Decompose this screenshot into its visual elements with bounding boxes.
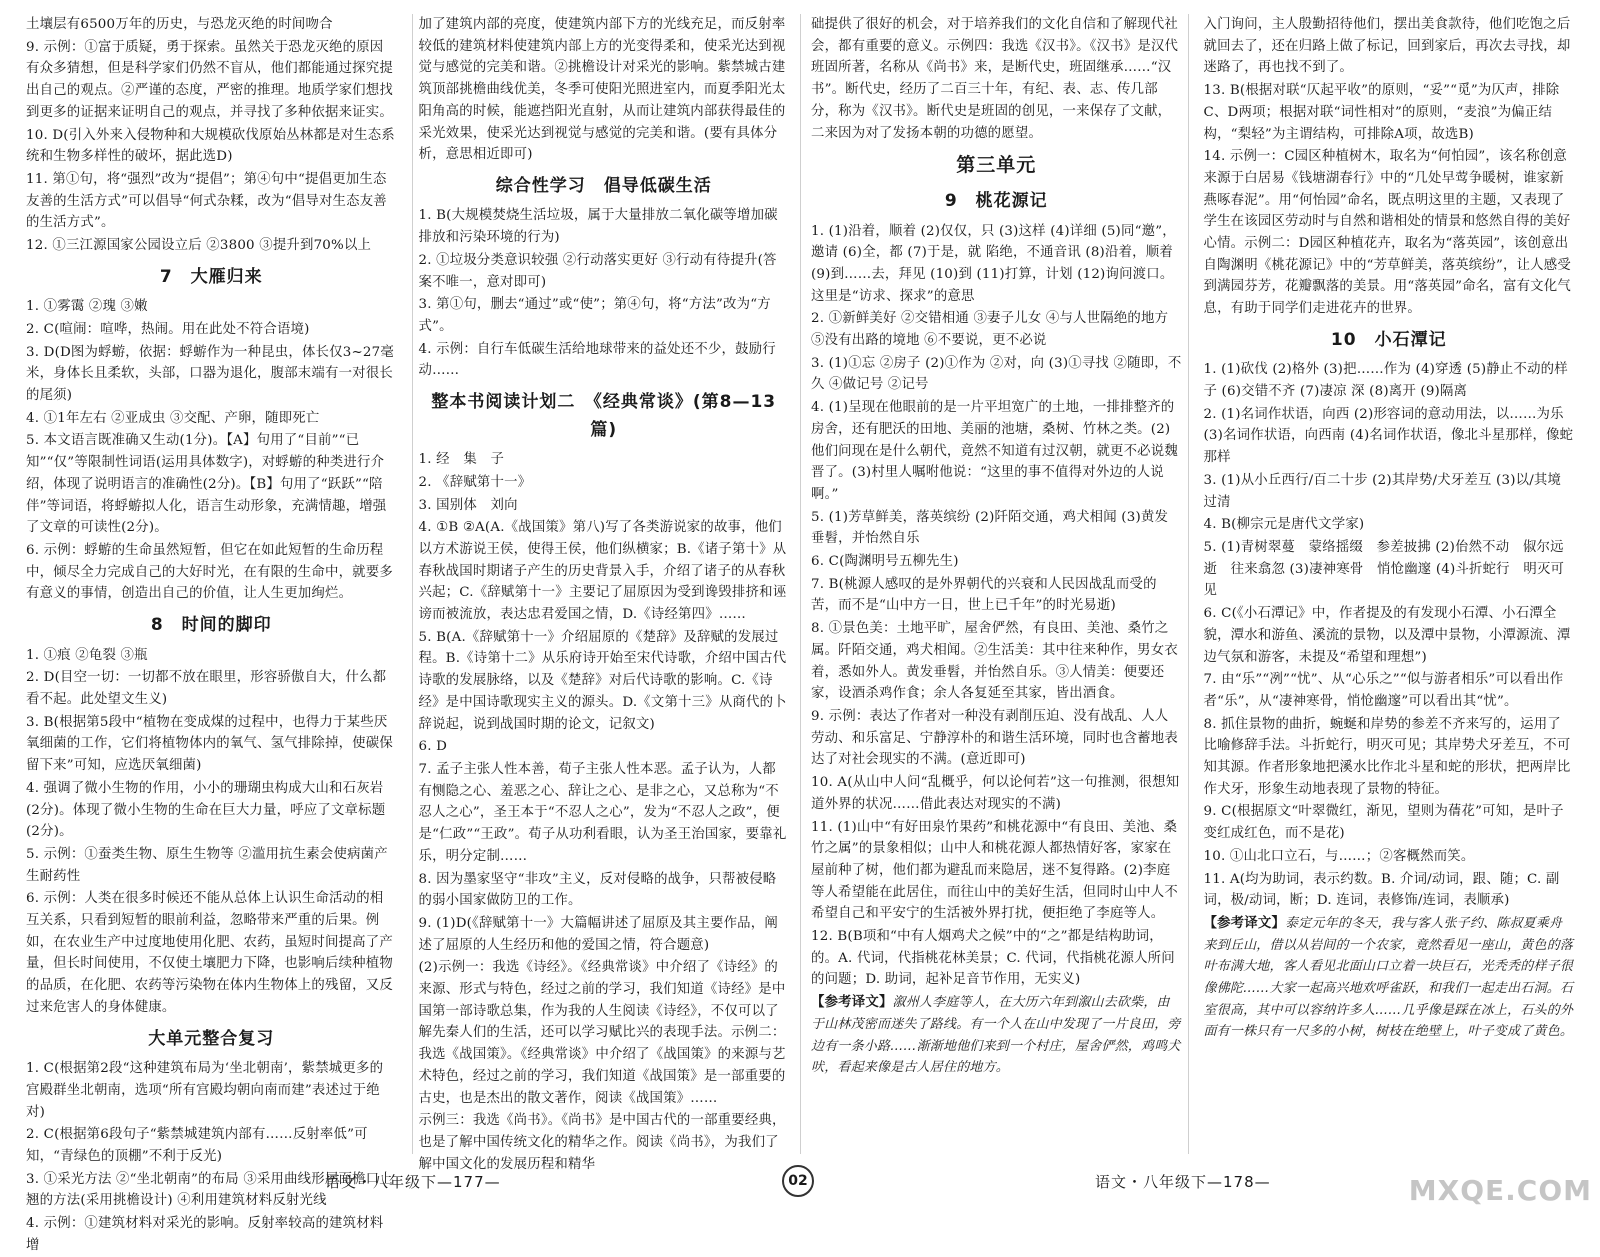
page-footer (0, 1165, 1600, 1199)
answer-item: 1. (1)砍伐 (2)格外 (3)把……作为 (4)穿透 (5)静止不动的样子 (6)交错不齐 (7)凄凉 深 (8)离开 (9)隔离 (1203, 362, 1568, 400)
section-heading: 综合性学习 倡导低碳生活 (495, 175, 712, 196)
answer-item: 3. B(根据第5段中“植物在变成煤的过程中，也得力于某些厌氧细菌的工作，它们将植物体内的氧气、氢气排除掉，使碳保留下来”可知，应选厌氧细菌) (26, 714, 393, 774)
answer-item: 6. C(陶渊明号五柳先生) (811, 554, 959, 570)
column-2 (419, 14, 790, 1257)
translation-label: 【参考译文】 (1203, 914, 1286, 931)
answer-item: 4. (1)呈现在他眼前的是一片平坦宽广的土地，一排排整齐的房舍，还有肥沃的田地、美丽的池塘，桑树、竹林之类。(2)他们问现在是什么朝代，竟然不知道有过汉朝，就更不必说魏晋了。(3)村里人嘱咐他说：“这里的事不值得对外边的人说啊。” (811, 400, 1178, 502)
section-heading: 7 大雁归来 (159, 266, 263, 287)
answer-item: 4. 示例：自行车低碳生活给地球带来的益处还不少，鼓励行动…… (418, 341, 776, 379)
site-watermark: MXQE.COM (1408, 1174, 1592, 1207)
answer-item: 11. (1)山中“有好田泉竹果药”和桃花源中“有良田、美池、桑竹之属”的景象相似；山中人和桃花源人都热情好客，家家在屋前种了树，他们都为避乱而来隐居，迷不复得路。(2)李庭等人希望能在此居住，而往山中的美好生活，但同时山中人不希望自己和平安宁的生活被外界打扰，便拒绝了李庭等人。 (811, 819, 1178, 922)
answer-item: 7. B(桃源人感叹的是外界朝代的兴衰和人民因战乱而受的苦，而不是“山中方一日，世上已千年”的时光易逝) (811, 576, 1157, 614)
left-page-number: 语文・八年级下—177— (325, 1173, 501, 1191)
section-heading: 大单元整合复习 (148, 1028, 275, 1049)
answer-item: 12. B(B项和“中有人烟鸡犬之候”中的“之”都是结构助词，的。A. 代词，代指桃花林美景；C. 代词，代指桃花源人所问的问题；D. 助词，起补足音节作用，无实义) (811, 929, 1175, 988)
answer-item: 4. B(柳宗元是唐代文学家) (1203, 517, 1365, 533)
answer-item: 6. C(《小石潭记》中，作者提及的有发现小石潭、小石潭全貌，潭水和游鱼、溪流的景物，以及潭中景物，小潭源流、潭边气氛和游客，未提及“希望和理想”) (1203, 606, 1571, 665)
answer-item: 6. 示例：人类在很多时候还不能从总体上认识生命活动的相互关系，只看到短暂的眼前利益，忽略带来严重的后果。例如，在农业生产中过度地使用化肥、农药，虽短时间提高了产量，但长时间使用，不仅使土壤肥力下降，也影响后续种植物的品质，在化肥、农药等污染物在体内生物体上的残留，又反过来危害人的身体健康。 (26, 891, 393, 1015)
answer-item: 2. 《辞赋第十一》 (418, 474, 532, 490)
answer-item: 9. 示例：表达了作者对一种没有剥削压迫、没有战乱、人人劳动、和乐富足、宁静淳朴的和谐生活环境，同时也含蓄地表达了对社会现实的不满。(意近即可) (811, 708, 1178, 768)
answer-item: 10. D(引入外来入侵物种和大规模砍伐原始丛林都是对生态系统和生物多样性的破坏，据此选D) (26, 127, 395, 165)
answer-item: 5. B(A.《辞赋第十一》介绍屈原的《楚辞》及辞赋的发展过程。B.《诗第十二》从乐府诗开始至宋代诗歌，介绍中国古代诗歌的发展脉络，以及《楚辞》对后代诗歌的影响。C.《诗经》是中国诗歌现实主义的源头。D.《文第十三》从商代的卜辞说起，说到战国时期的论文，记叙文) (418, 629, 787, 732)
column-3 (811, 14, 1182, 1257)
answer-item: 5. (1)芳草鲜美，落英缤纷 (2)阡陌交通，鸡犬相闻 (3)黄发垂髫，并怡然自乐 (811, 509, 1169, 547)
section-heading: 9 桃花源记 (944, 190, 1048, 211)
answer-item: 13. B(根据对联“仄起平收”的原则，“妥”“觅”为仄声，排除C、D两项；根据对联“词性相对”的原则，“麦浪”为偏正结构，“梨轻”为主谓结构，可排除A项，故选B) (1203, 83, 1560, 142)
answer-item: 1. ①痕 ②龟裂 ③瓶 (26, 647, 148, 663)
answer-item: 3. 国别体 刘向 (418, 497, 518, 513)
answer-item: 5. 示例：①蚕类生物、原生生物等 ②滥用抗生素会使病菌产生耐药性 (26, 846, 388, 884)
answer-item: 10. A(从山中人问“乱概乎，何以论何若”这一句推测，很想知道外界的状况……借此表达对现实的不满) (811, 775, 1180, 812)
column-divider (1188, 14, 1189, 1154)
answer-item: 10. ①山北口立石，与……；②客概然而笑。 (1203, 848, 1475, 864)
reference-translation (1204, 913, 1575, 1043)
answer-item: 6. D (418, 739, 448, 755)
answer-item: 5. (1)青树翠蔓 蒙络摇缀 参差披拂 (2)佁然不动 俶尔远逝 往来翕忽 (3)凄神寒骨 悄怆幽邃 (4)斗折蛇行 明灭可见 (1203, 540, 1565, 599)
answer-item: 3. (1)①忘 ②房子 (2)①作为 ②对，向 (3)①寻找 ②随即，不久 ④做记号 ②记号 (811, 355, 1182, 393)
answer-item: 9. (1)D(《辞赋第十一》大篇幅讲述了屈原及其主要作品，阐述了屈原的人生经历和他的爱国之情，符合题意) (418, 915, 778, 953)
answer-item: 4. 强调了微小生物的作用，小小的珊瑚虫构成大山和石灰岩(2分)。体现了微小生物的生命在巨大力量，呼应了文章标题(2分)。 (26, 780, 386, 840)
answer-item: 2. ①新鲜美好 ②交错相通 ③妻子儿女 ④与人世隔绝的地方 ⑤没有出路的境地 ⑥不要说，更不必说 (811, 311, 1169, 349)
page-gutter (800, 14, 801, 1154)
answer-item: 2. C(根据第6段句子“紫禁城建筑内部有……反射率低”可知，“青绿色的顶棚”不利于反光) (26, 1127, 368, 1164)
answer-item: 5. 本文语言既准确又生动(1分)。【A】句用了“目前”“已知”“仅”等限制性词语(运用具体数字)，对蜉蝣的种类进行介绍，体现了说明语言的准确性(2分)。【B】句用了“跃跃”“陪伴”等词语，将蜉蝣拟人化，语言生动形象，充满情趣，增强了文章的可读性(2分)。 (26, 433, 387, 536)
answer-item: 11. 第①句，将“强烈”改为“提倡”；第④句中“提倡更加生态友善的生活方式”可以倡导“何式杂糅，改为“倡导对生态友善的生活方式”。 (26, 171, 387, 231)
column-divider (412, 14, 413, 1154)
reference-translation (811, 992, 1182, 1079)
answer-item: 11. A(均为助词，表示约数。B. 介词/动词，跟、随；C. 副词，极/动词，断；D. 连词，表修饰/连词，表顺承) (1203, 871, 1560, 909)
answer-item: 3. D(D图为蜉蝣，依据：蜉蝣作为一种昆虫，体长仅3~27毫米，身体长且柔软，头部，口器为退化，腹部末端有一对很长的尾须) (26, 344, 394, 404)
answer-item: 7. 孟子主张人性本善，荀子主张人性本恶。孟子认为，人都有恻隐之心、羞恶之心、辞让之心、是非之心，又总称为“不忍人之心”，圣王本于“不忍人之心”，发为“不忍人之政”，便是“仁政”“王政”。荀子从功利看眼，认为圣王治国家，要靠礼乐，明分定制…… (418, 761, 787, 864)
answer-item: 加了建筑内部的亮度，使建筑内部下方的光线充足，而反射率较低的建筑材料使建筑内部上方的光变得柔和，使采光达到视觉与感觉的完美和谐。②挑檐设计对采光的影响。紫禁城古建筑顶部挑檐曲线优美，冬季可使阳光照进室内，而夏季阳光太阳角高的时候，能遮挡阳光直射，从而让建筑内部获得最佳的采光效果，使采光达到视觉与感觉的完美和谐。(要有具体分析，意思相近即可) (418, 17, 786, 163)
section-heading: 8 时间的脚印 (150, 615, 272, 636)
answer-item: 2. (1)名词作状语，向西 (2)形容词的意动用法，以……为乐 (3)名词作状语，向西南 (4)名词作状语，像北斗星那样，像蛇那样 (1203, 406, 1574, 466)
unit-heading: 第三单元 (956, 154, 1037, 177)
answer-item: 9. C(根据原文“叶翠微红，渐见，望则为蒨花”可知，是叶子变红成红色，而不是花) (1203, 804, 1564, 842)
answer-item: 2. ①垃圾分类意识较强 ②行动落实更好 ③行动有待提升(答案不唯一，意对即可) (418, 252, 777, 290)
answer-item: 8. 抓住景物的曲折，蜿蜒和岸势的参差不齐来写的，运用了比喻修辞手法。斗折蛇行，明灭可见；其岸势犬牙差互，不可知其源。作者形象地把溪水比作北斗星和蛇的形状，把两岸比作犬牙，形象生动地表现了景物的特征。 (1203, 716, 1571, 797)
translation-text: 溆州人李庭等人，在大历六年到溆山去砍柴，由于山林茂密而迷失了路线。有一个人在山中发现了一片良田，旁边有一条小路……渐渐地他们来到一个村庄，屋舍俨然，鸡鸣犬吠，看起来像是古人居住的地方。 (811, 995, 1181, 1076)
translation-label: 【参考译文】 (811, 994, 893, 1011)
section-heading: 整本书阅读计划二 《经典常谈》(第8—13篇) (431, 392, 777, 440)
answer-item: 3. ①采光方法 ②“坐北朝南”的布局 ③采用曲线形屋面檐口上翘的方法(采用挑檐设计) ④利用建筑材料反射光线 (26, 1171, 393, 1209)
right-page-number: 语文・八年级下—178— (1095, 1173, 1271, 1191)
answer-item: (2)示例一：我选《诗经》。《经典常谈》中介绍了《诗经》的来源、形式与特色，经过之前的学习，我们知道《诗经》是中国第一部诗歌总集，作为我的人生阅读《诗经》，不仅可以了解先秦人们的生活，还可以学习赋比兴的表现手法。示例二：我选《战国策》。《经典常谈》中介绍了《战国策》的来源与艺术特色，经过之前的学习，我们知道《战国策》是一部重要的古史，也是杰出的散文著作，阅读《战国策》…… (418, 960, 786, 1106)
answer-item: 土壤层有6500万年的历史，与恐龙灭绝的时间吻合 (26, 17, 333, 32)
answer-item: 6. 示例：蜉蝣的生命虽然短暂，但它在如此短暂的生命历程中，倾尽全力完成自己的大好时光，在有限的生命中，就要多有意义的事情，创造出自己的价值，让人生更加绚烂。 (26, 543, 393, 602)
answer-item: 1. B(大规模焚烧生活垃圾，属于大量排放二氧化碳等增加碳排放和污染环境的行为) (418, 208, 778, 246)
answer-item: 1. ①雾霭 ②瑰 ③嫩 (26, 299, 148, 315)
answer-item: 4. ①B ②A(A.《战国策》第八)写了各类游说家的故事，他们以方术游说王侯，使得王侯，他们纵横家；B.《诸子第十》从春秋战国时期诸子产生的历史背景入手，介绍了诸子的从春秋兴起；C.《辞赋第十一》主要记了屈原因为受到谗毁排挤和诬谤而被流放，表达忠君爱国之情，D.《诗经第四》…… (418, 520, 787, 623)
answer-item: 示例三：我选《尚书》。《尚书》是中国古代的一部重要经典，也是了解中国传统文化的精华之作。阅读《尚书》，为我们了解中国文化的发展历程和精华 (418, 1113, 786, 1172)
answer-item: 础提供了很好的机会，对于培养我们的文化自信和了解现代社会，都有重要的意义。示例四：我选《汉书》。《汉书》是汉代班固所著，名称从《尚书》来，是断代史，班固继承……“汉书”。断代史，经历了二百三十年，有纪、表、志、传几部分，称为《汉书》。断代史是班固的创见，一来保存了文献，二来因为对了发扬本朝的功德的愿望。 (811, 17, 1179, 141)
answer-item: 3. 第①句，删去“通过”或“使”；第④句，将“方法”改为“方式”。 (418, 297, 771, 334)
answer-item: 1. C(根据第2段“这种建筑布局为‘坐北朝南’，紫禁城更多的宫殿群坐北朝南，选项“所有宫殿均朝向南而建”表述过于绝对) (26, 1061, 384, 1120)
answer-item: 8. 因为墨家坚守“非攻”主义，反对侵略的战争，只帮被侵略的弱小国家做防卫的工作。 (418, 871, 777, 909)
answer-item: 4. 示例：①建筑材料对采光的影响。反射率较高的建筑材料增 (26, 1216, 384, 1253)
answer-item: 7. 由“乐”“冽”“忧”、从“心乐之”“似与游者相乐”可以看出作者“乐”，从“凄神寒骨，悄怆幽邃”可以看出其“忧”。 (1203, 672, 1564, 709)
column-1 (26, 14, 397, 1257)
answer-item: 3. (1)从小丘西行/百二十步 (2)其岸势/犬牙差互 (3)以/其境过清 (1203, 472, 1562, 510)
answer-item: 入门询问，主人殷勤招待他们，摆出美食款待，他们吃饱之后就回去了，还在归路上做了标记，回到家后，再次去寻找，却迷路了，再也找不到了。 (1203, 17, 1571, 76)
answer-item: 2. D(目空一切：一切都不放在眼里，形容骄傲自大，什么都看不起。此处望文生义) (26, 670, 387, 708)
answer-item: 14. 示例一：C园区种植树木，取名为“何怕园”，该名称创意来源于白居易《钱塘湖春行》中的“几处早莺争暖树，谁家新燕啄春泥”。用“何怡园”命名，既点明这里的主题，又表现了学生在该园区劳动时与自然和谐相处的情景和悠然自得的美好心情。示例二：D园区种植花卉，取名为“落英园”，该创意出自陶渊明《桃花源记》中的“芳草鲜美，落英缤纷”，让人感受到满园芬芳，花瓣飘落的美景。用“落英园”命名，富有文化气息，有助于同学们走进花卉的世界。 (1203, 149, 1571, 317)
spread-badge: 02 (782, 1165, 814, 1197)
translation-text: 泰定元年的冬天，我与客人张子约、陈叔夏乘舟来到丘山，借以从岩间的一个农家，竟然看见一座山，黄色的落叶布满大地，客人看见北面山口立着一块巨石，光秃秃的样子很像佛陀……大家一起高兴地欢呼雀跃，和我们一起走出石洞。石室很高，其中可以容纳许多人……几乎像是踩在冰上，石头的外面有一株只有一尺多的小树，树枝在绝壁上，叶子变成了黄色。 (1203, 915, 1574, 1040)
answer-item: 4. ①1年左右 ②亚成虫 ③交配、产卵，随即死亡 (26, 410, 320, 426)
answer-item: 12. ①三江源国家公园设立后 ②3800 ③提升到70%以上 (26, 238, 372, 254)
answer-item: 9. 示例：①富于质疑，勇于探索。虽然关于恐龙灭绝的原因有众多猜想，但是科学家们仍然不盲从，他们都能通过探究提出自己的观点。②严谨的态度，严密的推理。地质学家们想找到更多的证据来证明自己的观点，并寻找了多种依据来证实。 (26, 39, 393, 120)
column-4 (1204, 14, 1575, 1257)
section-heading: 10 小石潭记 (1330, 329, 1447, 350)
answer-item: 1. (1)沿着，顺着 (2)仅仅，只 (3)这样 (4)详细 (5)同“邀”，邀请 (6)全，都 (7)于是，就 陷绝，不通音讯 (8)沿着，顺着 (9)到……去，拜见 (10)到 (11)打算，计划 (12)询问渡口。这里是“访求、探求”的意思 (811, 223, 1176, 304)
answer-item: 1. 经 集 子 (418, 452, 505, 468)
answer-item: 2. C(喧闹：喧哗，热闹。用在此处不符合语境) (26, 321, 310, 337)
answer-item: 8. ①景色美：土地平旷，屋舍俨然，有良田、美池、桑竹之属。阡陌交通，鸡犬相闻。②生活美：其中往来种作，男女衣着，悉如外人。黄发垂髫，并怡然自乐。③人情美：便要还家，设酒杀鸡作食；余人各复延至其家，皆出酒食。 (811, 621, 1178, 702)
